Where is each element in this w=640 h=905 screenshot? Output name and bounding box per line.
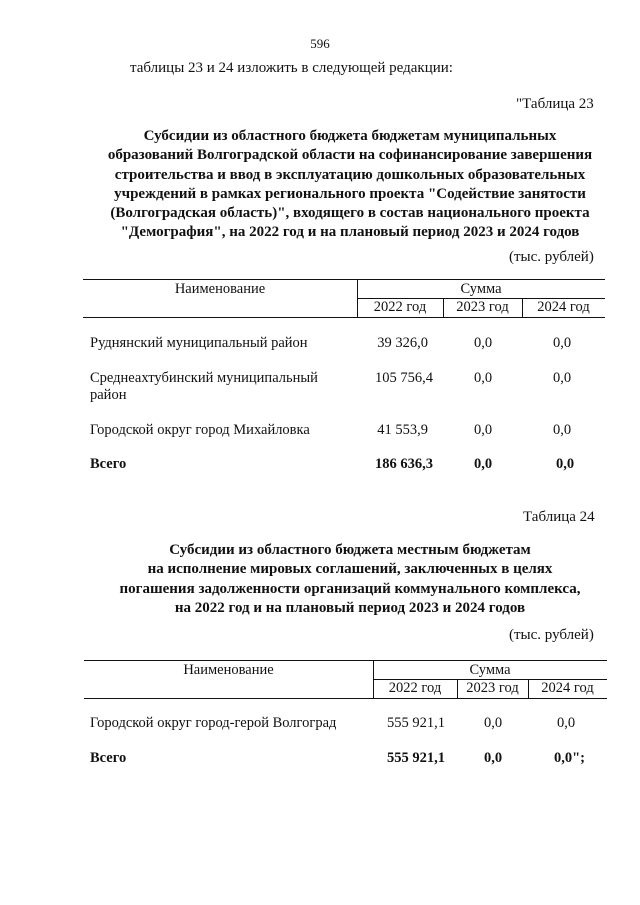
total-value-2022: 555 921,1 [387,750,445,766]
row-name: Среднеахтубинский муниципальный район [90,370,318,403]
table-23-title [60,127,640,243]
table-rule [84,698,607,699]
total-label: Всего [90,456,127,472]
row-value-2024: 0,0 [552,370,572,386]
table-rule [84,660,607,661]
row-value-2022: 105 756,4 [375,370,433,386]
total-value-2024: 0,0"; [554,750,586,766]
total-value-2024: 0,0 [555,456,575,472]
table-23-units: (тыс. рублей) [509,249,594,265]
title-line: "Демография", на 2022 год и на плановый период 2023 и 2024 годов [120,224,580,241]
column-header-2022: 2022 год [388,680,442,696]
page-number: 596 [310,36,330,51]
row-value-2023: 0,0 [483,715,503,731]
title-line: погашения задолженности организаций коммунального комплекса, [119,580,581,597]
table-23-label: "Таблица 23 [516,96,594,112]
column-header-sum: Сумма [460,281,502,297]
row-value-2023: 0,0 [473,370,493,386]
row-value-2023: 0,0 [473,335,493,351]
row-value-2024: 0,0 [556,715,576,731]
row-value-2022: 41 553,9 [377,422,428,438]
column-header-2024: 2024 год [541,680,594,696]
row-value-2023: 0,0 [473,422,493,438]
column-header-2023: 2023 год [456,299,509,315]
title-line: на исполнение мировых соглашений, заключенных в целях [147,561,553,578]
intro-text: таблицы 23 и 24 изложить в следующей редакции: [130,60,453,76]
total-value-2023: 0,0 [473,456,493,472]
row-value-2024: 0,0 [552,422,572,438]
total-label: Всего [90,750,127,766]
column-header-name: Наименование [183,662,274,678]
title-line: Субсидии из областного бюджета местным бюджетам [169,542,531,558]
title-line: образований Волгоградской области на софинансирование завершения [107,147,593,164]
table-rule [83,317,605,318]
table-rule [83,279,605,280]
row-value-2022: 39 326,0 [377,335,428,351]
total-value-2023: 0,0 [483,750,503,766]
title-line: учреждений в рамках регионального проекта "Содействие занятости [114,185,586,202]
column-header-name: Наименование [174,281,266,297]
column-header-2023: 2023 год [466,680,519,696]
row-name: Городской округ город Михайловка [90,422,310,438]
title-line: Субсидии из областного бюджета бюджетам муниципальных [143,128,557,144]
table-24-label: Таблица 24 [523,509,595,525]
row-name: Руднянский муниципальный район [90,335,308,351]
title-line: строительства и ввод в эксплуатацию дошкольных образовательных [114,166,586,183]
row-value-2024: 0,0 [552,335,572,351]
title-line: (Волгоградская область)", входящего в состав национального проекта [110,205,590,222]
row-value-2022: 555 921,1 [387,715,445,731]
table-24-units: (тыс. рублей) [509,627,594,643]
row-name: Городской округ город-герой Волгоград [90,715,337,731]
column-header-2022: 2022 год [373,299,427,315]
total-value-2022: 186 636,3 [375,456,433,472]
table-24-title [60,541,640,618]
column-header-2024: 2024 год [537,299,590,315]
column-header-sum: Сумма [469,662,511,678]
title-line: на 2022 год и на плановый период 2023 и 2024 годов [174,599,526,616]
